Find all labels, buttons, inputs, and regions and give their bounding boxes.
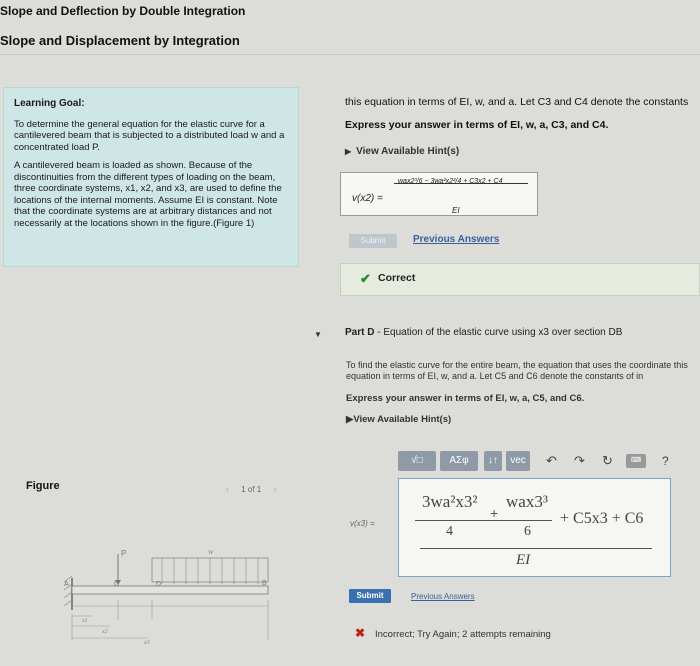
partd-constants: + C5x3 + C6 — [560, 510, 644, 527]
check-icon: ✔ — [360, 271, 371, 286]
redo-icon[interactable]: ↷ — [574, 453, 585, 468]
partc-eq-denominator: EI — [452, 206, 460, 215]
next-figure-icon[interactable]: › — [273, 484, 277, 494]
learning-goal-text: To determine the general equation for the elastic curve for a cantilevered beam that is subjected to a distributed load w and a concentrated load P. — [14, 118, 285, 153]
partd-title[interactable] — [345, 327, 622, 338]
sort-button[interactable]: ↓↑ — [484, 451, 502, 471]
help-button[interactable]: ? — [662, 454, 669, 468]
header-divider — [0, 54, 700, 55]
partc-submit-button[interactable]: Submit — [349, 234, 397, 248]
label-D: D — [156, 581, 162, 588]
partd-term1-denominator: 4 — [446, 524, 453, 539]
partd-express: Express your answer in terms of EI, w, a, C5, and C6. — [346, 393, 585, 404]
greek-button[interactable]: ΑΣφ — [440, 451, 478, 471]
templates-button[interactable]: √□ — [398, 451, 436, 471]
partc-instruction: this equation in terms of EI, w, and a. Let C3 and C4 denote the constants — [345, 96, 689, 108]
label-B: B — [262, 580, 267, 587]
label-w: w — [208, 547, 214, 556]
incorrect-icon: ✖ — [355, 626, 366, 640]
vector-button[interactable]: vec — [506, 451, 530, 471]
learning-goal-box — [3, 87, 299, 267]
label-x2: x2 — [102, 629, 108, 635]
reset-icon[interactable]: ↻ — [602, 453, 613, 468]
partd-plus: + — [490, 505, 499, 521]
partd-term2-numerator: wax3³ — [506, 492, 548, 511]
label-x3: x3 — [144, 640, 150, 646]
page-title-1: Slope and Deflection by Double Integration — [0, 4, 246, 18]
partc-eq-label: v(x2) = — [352, 193, 383, 204]
learning-goal-heading: Learning Goal: — [14, 98, 85, 109]
beam — [72, 586, 268, 594]
problem-description: A cantilevered beam is loaded as shown. Because of the discontinuities from the different types of loading on the beam, three coordinate systems, x1, x2, and x3, are used to define the locations of the internal moments. Assume EI is constant. Note that the coordinate systems are at arbitrary distances and not necessarily at the locations shown in the figure.(Figure 1) — [14, 160, 282, 229]
beam-figure — [60, 540, 280, 650]
partd-hints-link[interactable] — [346, 414, 451, 425]
figure-page-count: 1 of 1 — [241, 485, 262, 494]
partd-instruction: To find the elastic curve for the entire beam, the equation that uses the coordinate this equation in terms of EI, w, and a. Let C5 and C6 denote the constants of in — [346, 360, 688, 381]
partd-eq-label: v(x3) = — [350, 519, 375, 528]
partd-term1-numerator: 3wa²x3² — [422, 492, 478, 511]
partd-prefix: Part D — [345, 327, 375, 338]
label-C: C — [114, 581, 120, 588]
partc-fraction-line — [394, 183, 528, 184]
partc-previous-answers-link[interactable]: Previous Answers — [413, 234, 500, 245]
partd-status: Incorrect; Try Again; 2 attempts remaining — [375, 629, 551, 640]
partd-previous-answers-link[interactable]: Previous Answers — [411, 592, 475, 601]
figure-label: Figure — [26, 480, 60, 492]
wall-hatch — [64, 600, 72, 606]
partc-status: Correct — [378, 272, 416, 284]
label-A: A — [64, 581, 69, 588]
partd-fraction-line — [415, 520, 552, 521]
expand-triangle-icon: ▶ — [346, 414, 354, 425]
prev-figure-icon[interactable]: ‹ — [226, 484, 229, 494]
label-x1: x1 — [82, 618, 88, 624]
partd-denominator: EI — [516, 552, 531, 568]
expand-triangle-icon: ▶ — [345, 147, 352, 156]
partd-term2-denominator: 6 — [524, 524, 531, 539]
partc-hints-link[interactable] — [345, 146, 459, 157]
undo-icon[interactable]: ↶ — [546, 453, 557, 468]
collapse-triangle-icon[interactable]: ▼ — [314, 330, 322, 339]
partc-eq-numerator: wax2³/6 − 3wa²x2²/4 + C3x2 + C4 — [398, 178, 503, 185]
partc-express: Express your answer in terms of EI, w, a, C3, and C4. — [345, 119, 609, 131]
wall-hatch — [64, 592, 72, 598]
partd-hints-label: View Available Hint(s) — [353, 414, 452, 425]
label-P: P — [121, 549, 127, 558]
figure-pager — [226, 484, 276, 494]
partc-hints-label: View Available Hint(s) — [356, 146, 460, 157]
partd-title-text: - Equation of the elastic curve using x3 over section DB — [374, 327, 623, 338]
page-title-2: Slope and Displacement by Integration — [0, 33, 240, 48]
keyboard-icon[interactable]: ⌨ — [626, 454, 646, 468]
partd-main-fraction-line — [420, 548, 652, 549]
partd-submit-button[interactable]: Submit — [349, 589, 391, 603]
